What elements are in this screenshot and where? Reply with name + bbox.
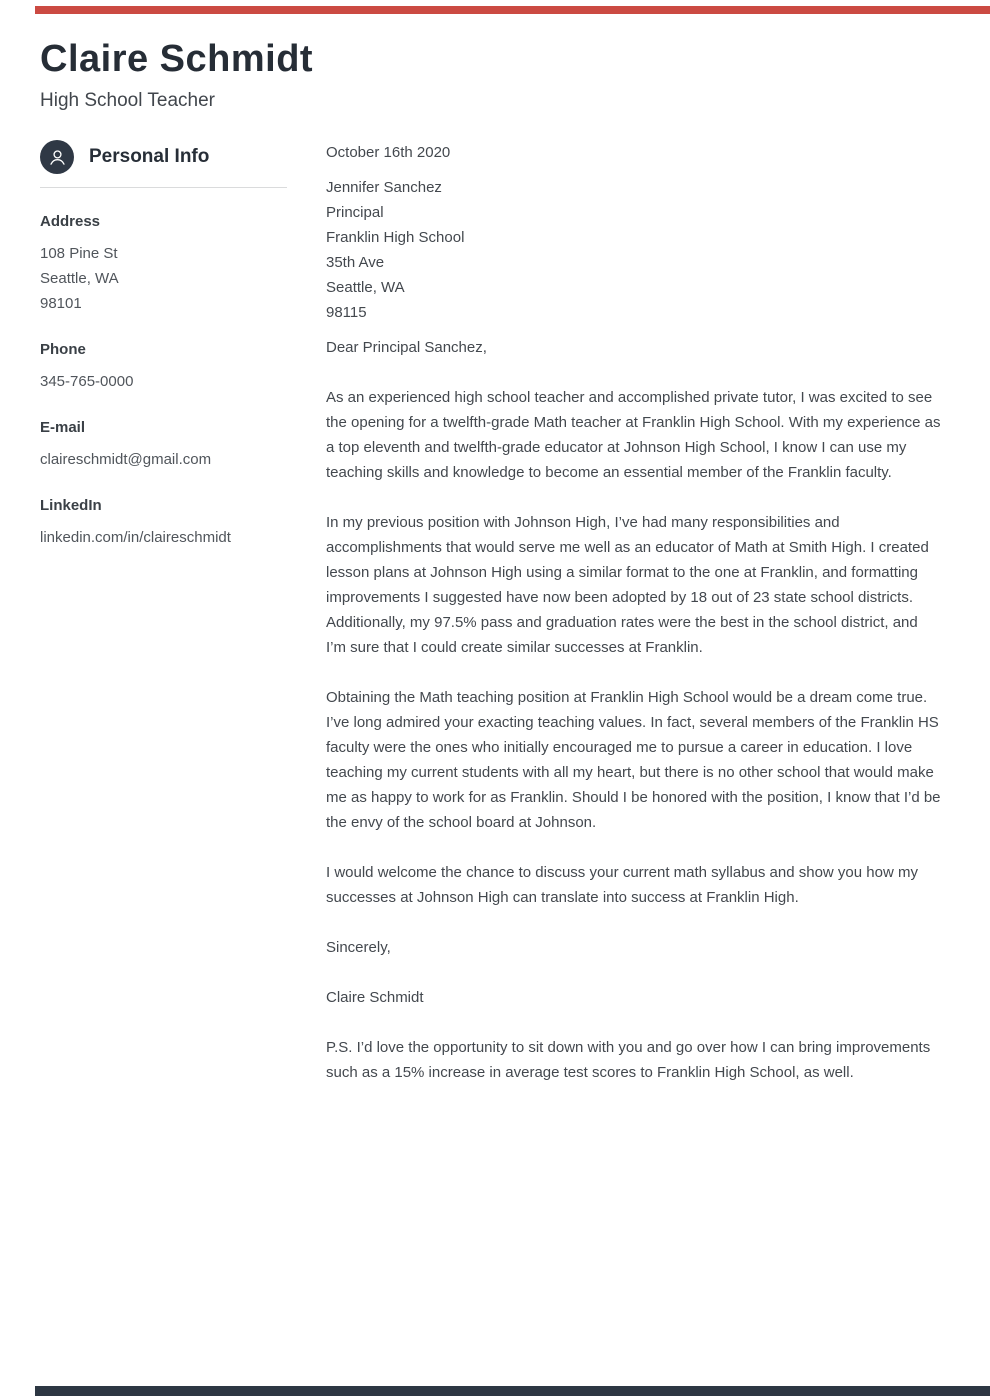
sidebar-divider [40, 187, 287, 188]
phone-value: 345-765-0000 [40, 373, 134, 390]
address-line: 98101 [40, 295, 82, 312]
recipient-title: Principal [326, 204, 384, 221]
person-icon [40, 140, 74, 174]
document-body [0, 140, 990, 1085]
recipient-zip: 98115 [326, 304, 367, 321]
letter-body [326, 140, 941, 1085]
email-value: claireschmidt@gmail.com [40, 451, 212, 468]
linkedin-value: linkedin.com/in/claireschmidt [40, 529, 231, 546]
address-label: Address [40, 213, 101, 230]
linkedin-label: LinkedIn [40, 497, 102, 514]
letter-paragraph: As an experienced high school teacher and accomplished private tutor, I was excited to see the opening for a twelfth-grade Math teacher at Franklin High School. With my experience as a top eleventh and twelfth-grade educator at Johnson High School, I know I can use my teaching skills and knowledge to become an essential member of the Franklin faculty. [326, 389, 941, 481]
personal-info-sidebar [40, 140, 287, 1085]
email-label: E-mail [40, 419, 86, 436]
document-header [0, 0, 990, 112]
sidebar-section-linkedin [40, 493, 287, 550]
letter-date: October 16th 2020 [326, 144, 451, 161]
signature: Claire Schmidt [326, 989, 424, 1006]
recipient-block [326, 175, 941, 325]
closing: Sincerely, [326, 939, 391, 956]
salutation: Dear Principal Sanchez, [326, 339, 487, 356]
top-accent-bar [35, 6, 990, 14]
phone-label: Phone [40, 341, 86, 358]
letter-paragraph: I would welcome the chance to discuss your current math syllabus and show you how my successes at Johnson High can translate into success at Franklin High. [326, 864, 918, 906]
personal-info-header [40, 140, 287, 174]
letter-paragraph: In my previous position with Johnson High, I’ve had many responsibilities and accomplishments that would serve me well as an educator of Math at Smith High. I created lesson plans at Johnson High using a similar format to the one at Franklin, and formatting improvements I suggested have now been adopted by 18 out of 23 state school districts. Additionally, my 97.5% pass and graduation rates were the best in the school district, and I’m sure that I could create similar successes at Franklin. [326, 514, 929, 656]
address-line: Seattle, WA [40, 270, 119, 287]
sidebar-section-email [40, 415, 287, 472]
recipient-name: Jennifer Sanchez [326, 179, 442, 196]
recipient-city: Seattle, WA [326, 279, 405, 296]
recipient-organization: Franklin High School [326, 229, 465, 246]
person-name: Claire Schmidt [40, 38, 314, 80]
bottom-footer-bar [35, 1386, 990, 1396]
letter-paragraph: Obtaining the Math teaching position at Franklin High School would be a dream come true. I’ve long admired your exacting teaching values. In fact, several members of the Franklin HS faculty were the ones who initially encouraged me to pursue a career in education. I love teaching my current students with all my heart, but there is no other school that would make me as happy to work for as Franklin. Should I be honored with the position, I know that I’d be the envy of the school board at Johnson. [326, 689, 941, 831]
sidebar-section-address [40, 209, 287, 316]
sidebar-section-phone [40, 337, 287, 394]
postscript: P.S. I’d love the opportunity to sit down with you and go over how I can bring improvements such as a 15% increase in average test scores to Franklin High School, as well. [326, 1039, 931, 1081]
sidebar-heading: Personal Info [89, 146, 210, 167]
address-line: 108 Pine St [40, 245, 118, 262]
recipient-street: 35th Ave [326, 254, 385, 271]
job-title: High School Teacher [40, 90, 215, 111]
